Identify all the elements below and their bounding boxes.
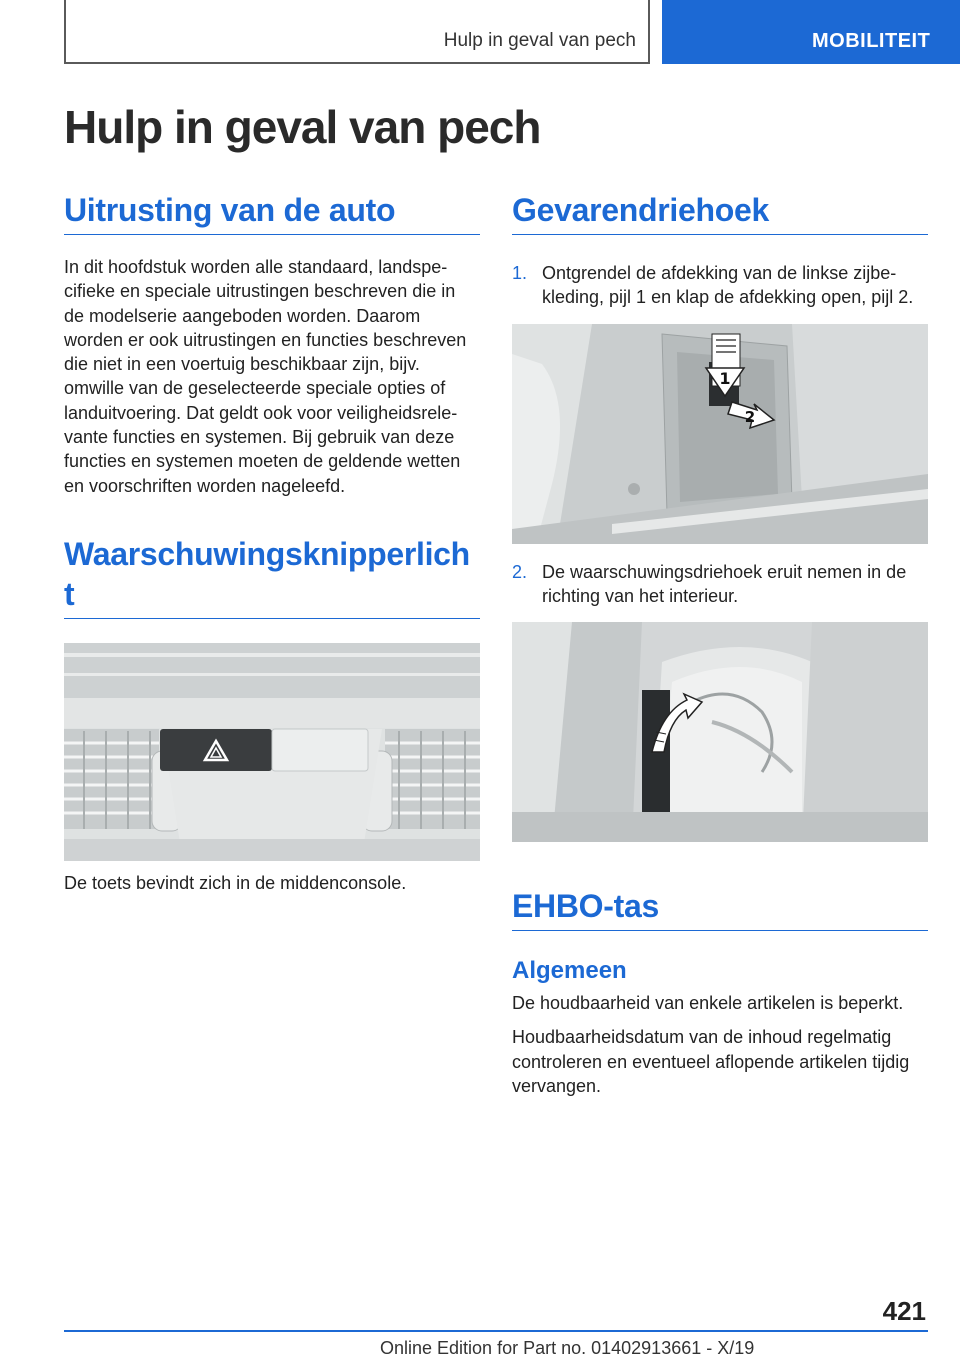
header-frame [64,0,650,64]
hazard-caption: De toets bevindt zich in de middenconsole. [64,872,407,893]
left-column [64,190,480,895]
hazard-heading: Waarschuwingsknipperlicht [64,534,480,619]
firstaid-subheading: Algemeen [512,957,627,985]
arrow-label-2: 2 [744,407,756,426]
page-number: 421 [882,1296,926,1326]
footer-divider [64,1330,928,1332]
equipment-text: In dit hoofdstuk worden alle standaard, landspecifieke en speciale uitrustingen beschreven die in de modelserie aangeboden worden. Daarom worden er ook uitrustingen en functies beschreven die niet in een voertuig beschikbaar zijn, bijv. omwille van de geselecteerde speciale opties of landuitvoering. Dat geldt ook voor veiligheidsrelevante functies en systemen. Bij gebruik van deze functies en systemen moeten de geldende wetten en voorschriften worden nageleefd. [64,257,467,496]
arrow-label-1: 1 [719,368,731,388]
chapter-title: Hulp in geval van pech [443,30,636,51]
page-title: Hulp in geval van pech [64,101,541,153]
firstaid-heading: EHBO-tas [512,886,928,931]
step-text: De waarschuwingsdriehoek eruit nemen in de richting van het interieur. [542,561,907,606]
right-column [512,190,928,1098]
triangle-steps-1 [512,261,928,310]
triangle-heading: Gevarendriehoek [512,190,928,235]
step-number: 1. [512,263,528,283]
equipment-heading: Uitrusting van de auto [64,190,480,235]
step-item [512,560,928,609]
trunk-cover-image [512,324,928,544]
step-text: Ontgrendel de afdekking van de linkse zijbekleding, pijl 1 en klap de afdekking open, pijl 2. [542,263,914,308]
section-tab[interactable] [662,0,960,64]
triangle-removal-image [512,622,928,842]
firstaid-paragraph: Houdbaarheidsdatum van de inhoud regelmatig controleren en eventueel aflopende artikelen tijdig vervangen. [512,1027,910,1097]
firstaid-paragraph: De houdbaarheid van enkele artikelen is beperkt. [512,993,904,1014]
edition-footer: Online Edition for Part no. 01402913661 - X/19 [380,1338,755,1358]
section-tab-label: MOBILITEIT [812,30,931,52]
step-item [512,261,928,310]
step-number: 2. [512,561,528,582]
hazard-switch-image [64,643,480,861]
triangle-steps-2 [512,560,928,609]
